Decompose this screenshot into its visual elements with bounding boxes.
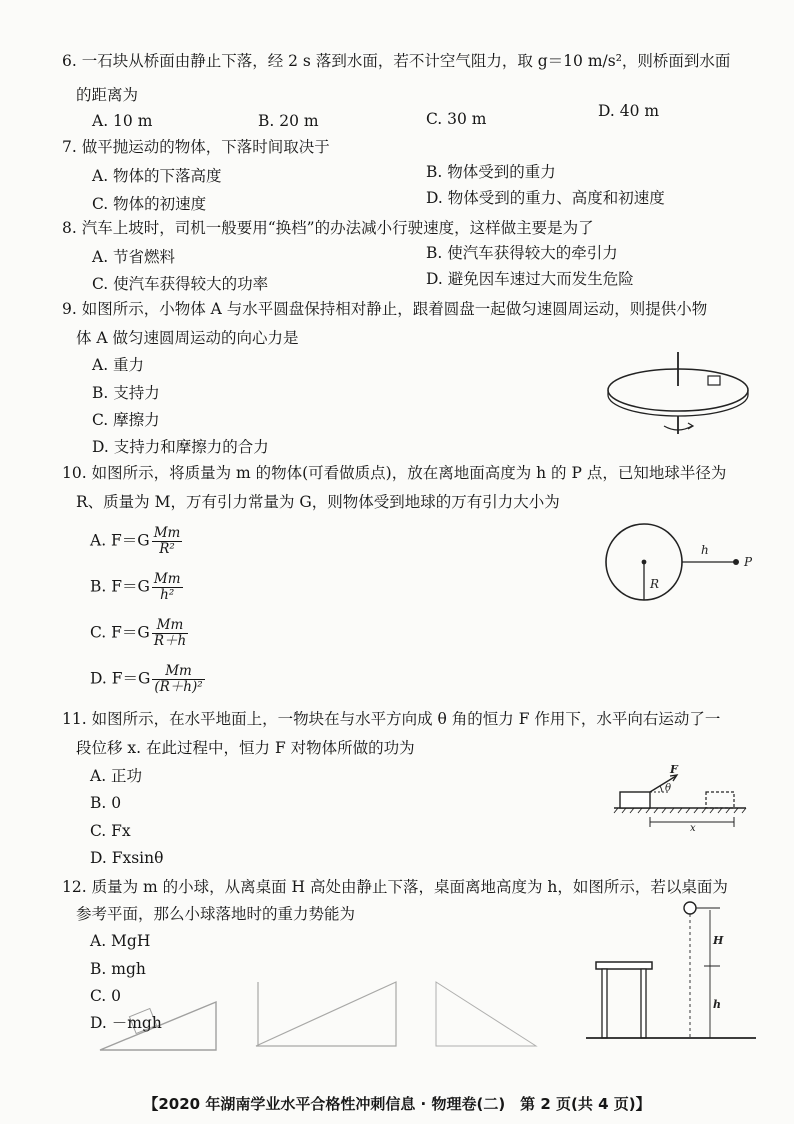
- q10-option-a-fraction: [152, 526, 183, 557]
- q10-option-b-denominator: h²: [160, 587, 175, 603]
- q12-stem-line2: 参考平面，那么小球落地时的重力势能为: [76, 905, 356, 923]
- q7-option-d: D. 物体受到的重力、高度和初速度: [426, 189, 665, 207]
- q11-stem-line1: 11. 如图所示，在水平地面上，一物块在与水平方向成 θ 角的恒力 F 作用下，水平向右运动了一: [62, 710, 721, 728]
- q10-option-c-numerator: Mm: [152, 618, 188, 634]
- q11-stem-line2: 段位移 x. 在此过程中，恒力 F 对物体所做的功为: [76, 739, 415, 757]
- q7-option-a: A. 物体的下落高度: [92, 167, 222, 185]
- page-footer: 【2020 年湖南学业水平合格性冲刺信息 · 物理卷(二) 第 2 页(共 4 页)】: [143, 1095, 651, 1113]
- rotating-disk-figure: [604, 348, 764, 438]
- q10-option-a-numerator: Mm: [153, 525, 181, 541]
- q11-option-a: A. 正功: [90, 767, 143, 785]
- q12-option-d: D. －mgh: [90, 1014, 162, 1032]
- label-big-h: H: [713, 934, 724, 947]
- q10-option-a-denominator: R²: [159, 541, 175, 557]
- label-r: R: [650, 577, 660, 591]
- table-top: [596, 962, 652, 969]
- q10-stem-line2: R、质量为 M，万有引力常量为 G，则物体受到地球的万有引力大小为: [76, 493, 560, 511]
- force-displacement-figure: [610, 762, 750, 834]
- q10-option-c-denominator: R＋h: [153, 633, 187, 649]
- label-theta: θ: [665, 783, 672, 794]
- q10-option-d-denominator: (R＋h)²: [154, 679, 203, 695]
- object-a-block: [708, 376, 720, 385]
- q11-option-d: D. Fxsinθ: [90, 849, 164, 867]
- q9-option-b: B. 支持力: [92, 384, 160, 402]
- point-p-dot: [733, 559, 739, 565]
- q12-stem-line1: 12. 质量为 m 的小球，从离桌面 H 高处由静止下落，桌面离地高度为 h，如图所示，若以桌面为: [62, 878, 728, 896]
- q10-stem-line1: 10. 如图所示，将质量为 m 的物体(可看做质点)，放在离地面高度为 h 的 P 点，已知地球半径为: [62, 464, 727, 482]
- q10-option-c-prefix: C. F＝G: [90, 623, 150, 642]
- label-small-h: h: [713, 998, 721, 1011]
- q6-option-d: D. 40 m: [598, 102, 660, 120]
- q10-option-c: [90, 618, 188, 649]
- falling-ball-table-figure: [586, 898, 756, 1044]
- q6-option-c: C. 30 m: [426, 110, 487, 128]
- label-x: x: [690, 823, 696, 834]
- q7-stem: 7. 做平抛运动的物体，下落时间取决于: [62, 138, 330, 156]
- q9-option-a: A. 重力: [92, 356, 145, 374]
- q10-option-b-fraction: [152, 572, 183, 603]
- q10-option-a: [90, 526, 182, 557]
- label-h: h: [701, 543, 709, 557]
- q10-option-b: [90, 572, 183, 603]
- q7-option-c: C. 物体的初速度: [92, 195, 207, 213]
- q6-stem-line2: 的距离为: [76, 86, 139, 104]
- earth-gravity-figure: [604, 520, 774, 610]
- q7-option-b: B. 物体受到的重力: [426, 163, 556, 181]
- q10-option-a-prefix: A. F＝G: [90, 531, 150, 550]
- q10-option-d-prefix: D. F＝G: [90, 669, 151, 688]
- q12-option-c: C. 0: [90, 987, 122, 1005]
- q8-option-c: C. 使汽车获得较大的功率: [92, 275, 269, 293]
- q9-stem-line2: 体 A 做匀速圆周运动的向心力是: [76, 329, 299, 347]
- q8-stem: 8. 汽车上坡时，司机一般要用“换档”的办法减小行驶速度，这样做主要是为了: [62, 219, 594, 237]
- q6-option-a: A. 10 m: [92, 112, 153, 130]
- q9-option-d: D. 支持力和摩擦力的合力: [92, 438, 269, 456]
- q10-option-b-prefix: B. F＝G: [90, 577, 150, 596]
- q12-option-a: A. MgH: [90, 932, 151, 950]
- ball: [684, 902, 696, 914]
- q10-option-d-numerator: Mm: [152, 664, 204, 680]
- q10-option-b-numerator: Mm: [153, 571, 181, 587]
- block-end: [706, 792, 734, 808]
- q6-option-b: B. 20 m: [258, 112, 319, 130]
- label-p: P: [744, 555, 753, 569]
- q10-option-d-fraction: [152, 664, 204, 695]
- q11-option-b: B. 0: [90, 794, 122, 812]
- q10-option-d: [90, 664, 205, 695]
- q10-option-c-fraction: [152, 618, 188, 649]
- q9-stem-line1: 9. 如图所示，小物体 A 与水平圆盘保持相对静止，跟着圆盘一起做匀速圆周运动，则提供小物: [62, 300, 708, 318]
- q11-option-c: C. Fx: [90, 822, 131, 840]
- q6-stem-line1: 6. 一石块从桥面由静止下落，经 2 s 落到水面，若不计空气阻力，取 g＝10 m/s²，则桥面到水面: [62, 52, 731, 70]
- q9-option-c: C. 摩擦力: [92, 411, 160, 429]
- q8-option-a: A. 节省燃料: [92, 248, 176, 266]
- label-f: F: [670, 763, 678, 776]
- bleed-through-ghost-figures: [96, 972, 546, 1060]
- block-start: [620, 792, 650, 808]
- q8-option-d: D. 避免因车速过大而发生危险: [426, 270, 634, 288]
- q12-option-b: B. mgh: [90, 960, 146, 978]
- q8-option-b: B. 使汽车获得较大的牵引力: [426, 244, 618, 262]
